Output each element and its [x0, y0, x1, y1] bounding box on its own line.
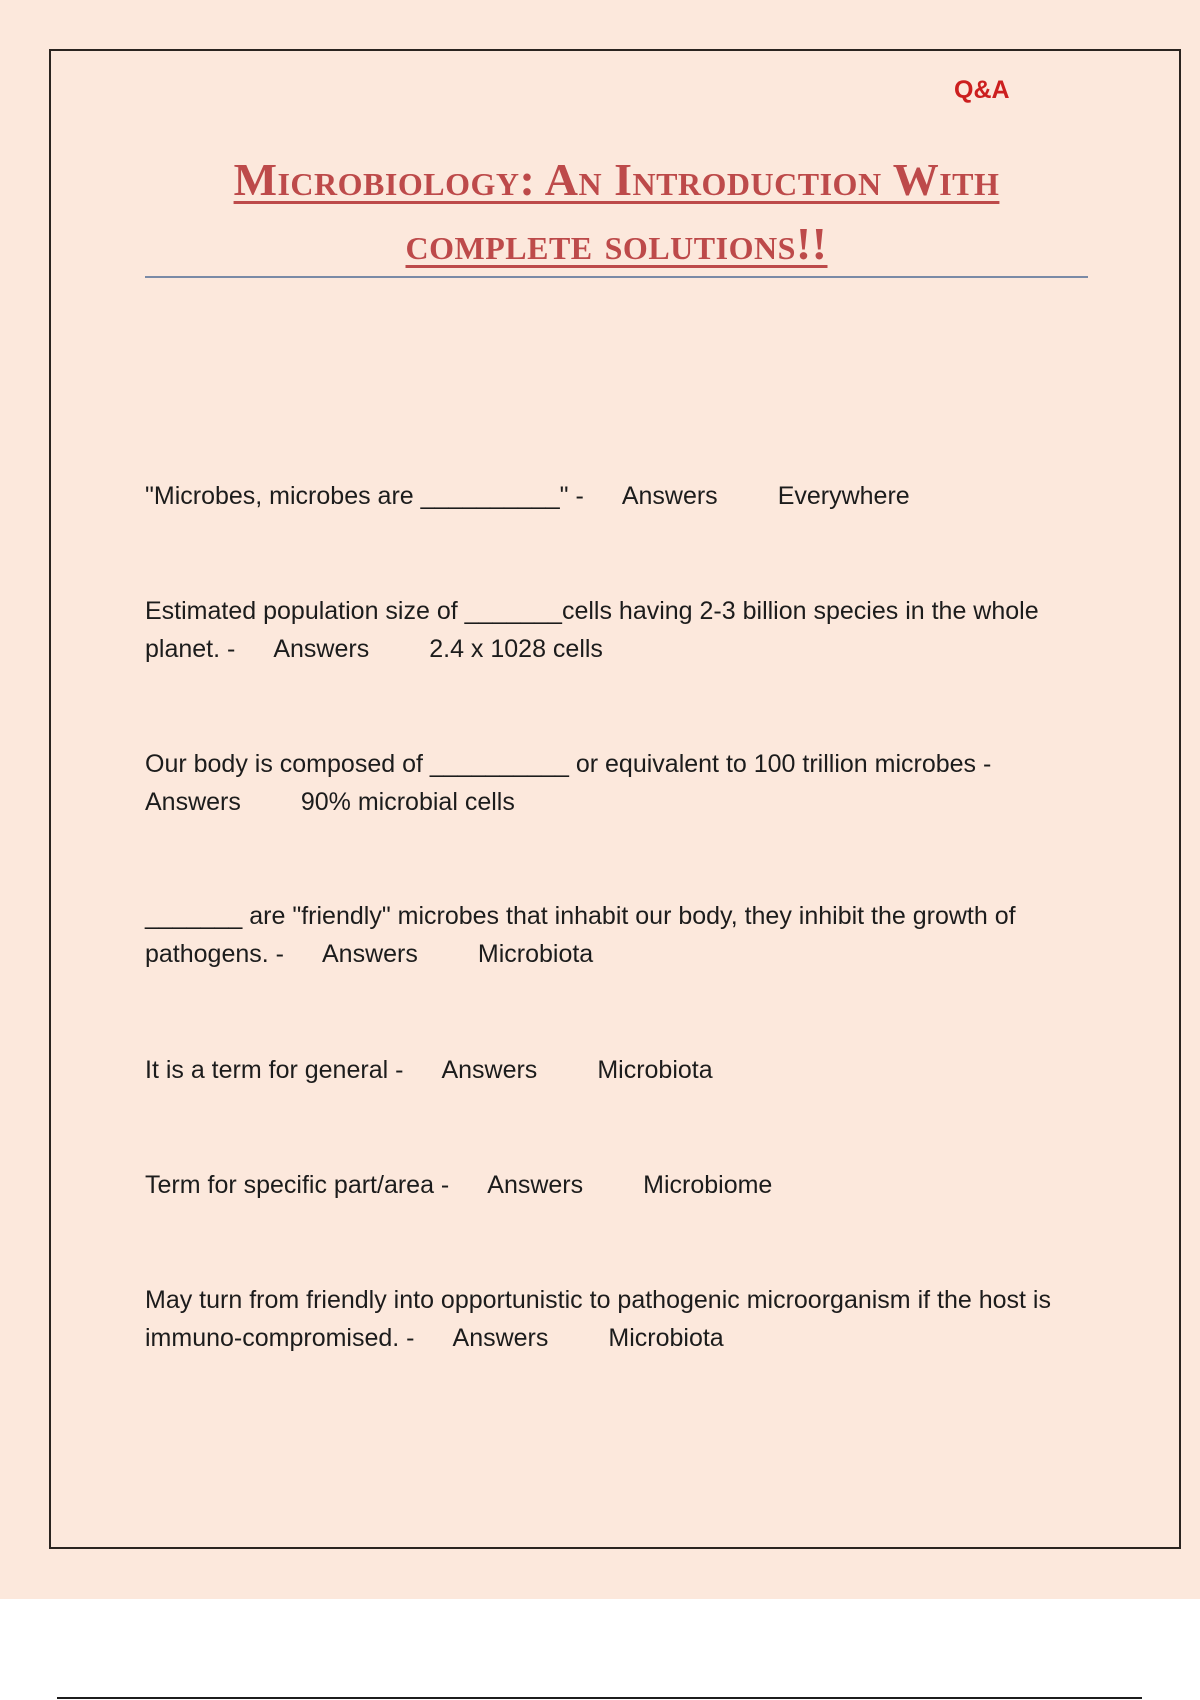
answer-text: Microbiota	[477, 940, 594, 968]
qa-item	[145, 592, 1095, 668]
answers-label: Answers	[621, 482, 718, 510]
question-text: "Microbes, microbes are __________" -	[145, 482, 584, 510]
answer-text: 90% microbial cells	[300, 788, 515, 816]
question-text: It is a term for general -	[145, 1056, 404, 1084]
answers-label: Answers	[441, 1056, 538, 1084]
qa-item	[145, 1281, 1095, 1357]
answers-label: Answers	[273, 635, 370, 663]
answer-text: Microbiota	[597, 1056, 713, 1084]
qa-tag: Q&A	[954, 76, 1010, 104]
answer-text: Everywhere	[777, 482, 910, 510]
question-text: Term for specific part/area -	[145, 1171, 450, 1199]
qa-item	[145, 745, 1095, 821]
answers-label: Answers	[487, 1171, 584, 1199]
question-text: Our body is composed of __________ or equivalent to 100 trillion microbes -	[145, 750, 992, 778]
answers-label: Answers	[322, 940, 418, 968]
qa-item	[145, 897, 1095, 973]
answers-label: Answers	[452, 1324, 549, 1352]
answer-text: Microbiota	[608, 1324, 724, 1352]
answer-text: 2.4 x 1028 cells	[429, 635, 603, 663]
qa-item	[145, 1166, 1095, 1204]
question-text: _______ are "friendly" microbes that inhabit our body, they inhibit the growth of pathogens. -	[145, 902, 1016, 968]
document-title: Microbiology: An Introduction With complete solutions!!	[233, 154, 1000, 269]
qa-item	[145, 477, 1095, 515]
answer-text: Microbiome	[643, 1171, 773, 1199]
answers-label: Answers	[145, 788, 241, 816]
qa-item	[145, 1051, 1095, 1089]
title-divider	[145, 276, 1088, 278]
page-break-line	[57, 1697, 1142, 1699]
question-text: May turn from friendly into opportunistic to pathogenic microorganism if the host is immuno-compromised. -	[145, 1286, 1051, 1352]
question-text: Estimated population size of _______cells having 2-3 billion species in the whole planet. -	[145, 597, 1039, 663]
